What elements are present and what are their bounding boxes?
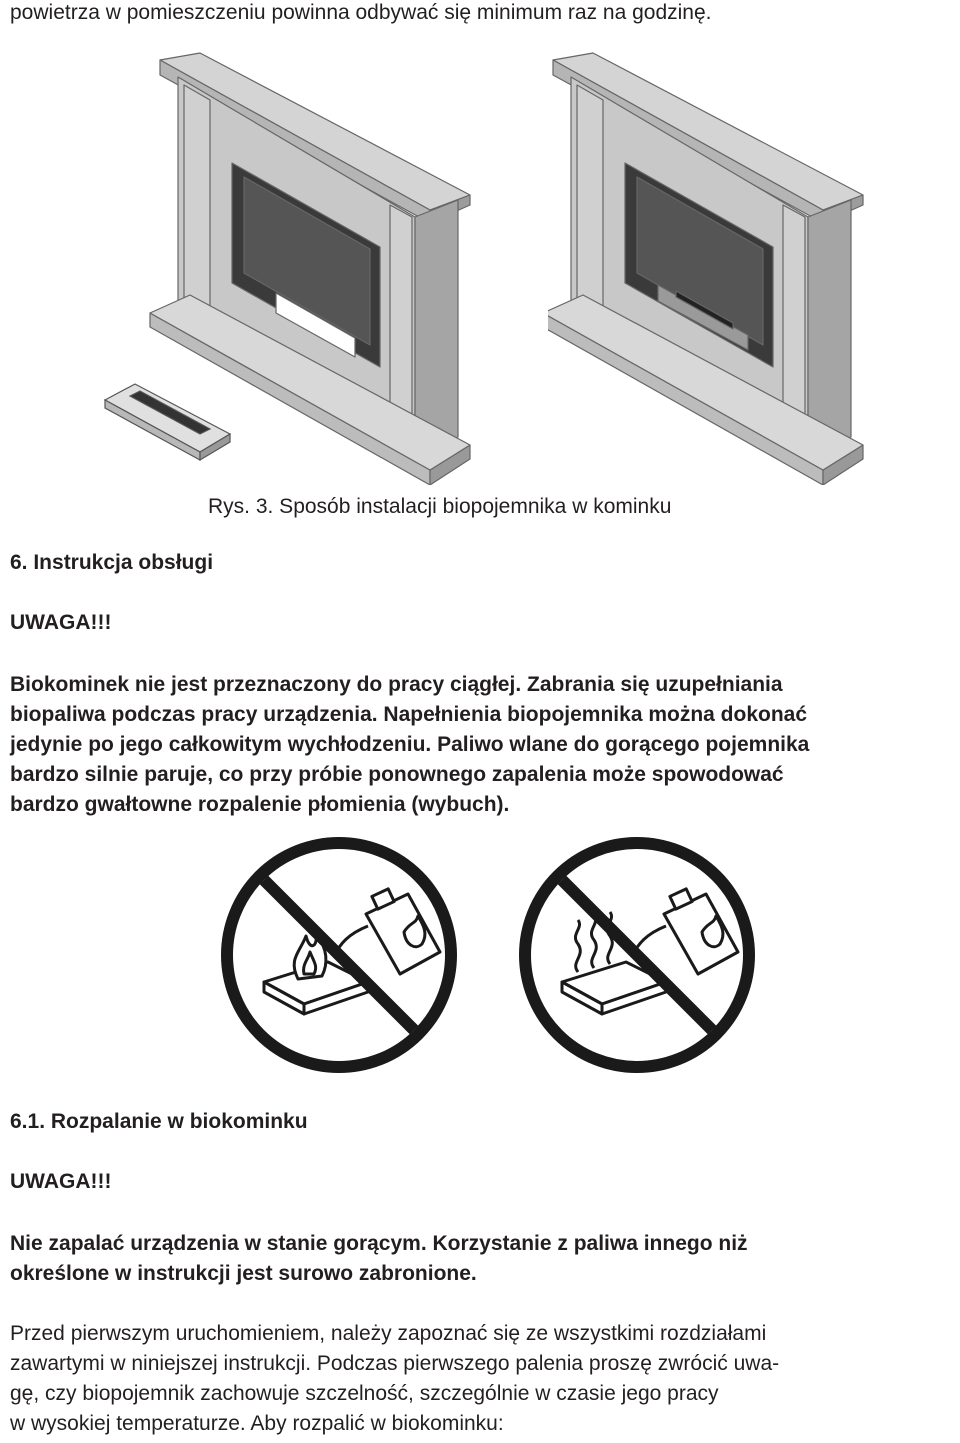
top-line: powietrza w pomieszczeniu powinna odbywać się minimum raz na godzinę. — [10, 1, 712, 24]
warning-paragraph-line: bardzo gwałtowne rozpalenie płomienia (wybuch). — [10, 793, 510, 816]
warning-paragraph-line: Nie zapalać urządzenia w stanie gorącym. Korzystanie z paliwa innego niż — [10, 1232, 748, 1255]
warning-label: UWAGA!!! — [10, 611, 112, 634]
burner-insert-icon — [100, 372, 240, 462]
fireplace-with-burner-icon — [548, 45, 888, 485]
section-6-heading: 6. Instrukcja obsługi — [10, 551, 214, 574]
warning-paragraph-line: jedynie po jego całkowitym wychłodzeniu. Paliwo wlane do gorącego pojemnika — [10, 733, 810, 756]
warning-paragraph-line: Biokominek nie jest przeznaczony do pracy ciągłej. Zabrania się uzupełniania — [10, 673, 783, 696]
warning-paragraph-line: bardzo silnie paruje, co przy próbie ponownego zapalenia może spowodować — [10, 763, 784, 786]
warning-paragraph-line: biopaliwa podczas pracy urządzenia. Napełnienia biopojemnika można dokonać — [10, 703, 808, 726]
figure-caption: Rys. 3. Sposób instalacji biopojemnika w kominku — [208, 495, 672, 518]
no-refuel-while-hot-icon — [516, 834, 758, 1076]
body-paragraph-line: w wysokiej temperaturze. Aby rozpalić w biokominku: — [10, 1412, 504, 1435]
section-61-heading: 6.1. Rozpalanie w biokominku — [10, 1110, 308, 1133]
warning-label: UWAGA!!! — [10, 1170, 112, 1193]
body-paragraph-line: gę, czy biopojemnik zachowuje szczelność, szczególnie w czasie jego pracy — [10, 1382, 719, 1405]
body-paragraph-line: zawartymi w niniejszej instrukcji. Podczas pierwszego palenia proszę zwrócić uwa- — [10, 1352, 780, 1375]
body-paragraph-line: Przed pierwszym uruchomieniem, należy zapoznać się ze wszystkimi rozdziałami — [10, 1322, 767, 1345]
warning-paragraph-line: określone w instrukcji jest surowo zabronione. — [10, 1262, 477, 1285]
no-refuel-while-burning-icon — [218, 834, 460, 1076]
